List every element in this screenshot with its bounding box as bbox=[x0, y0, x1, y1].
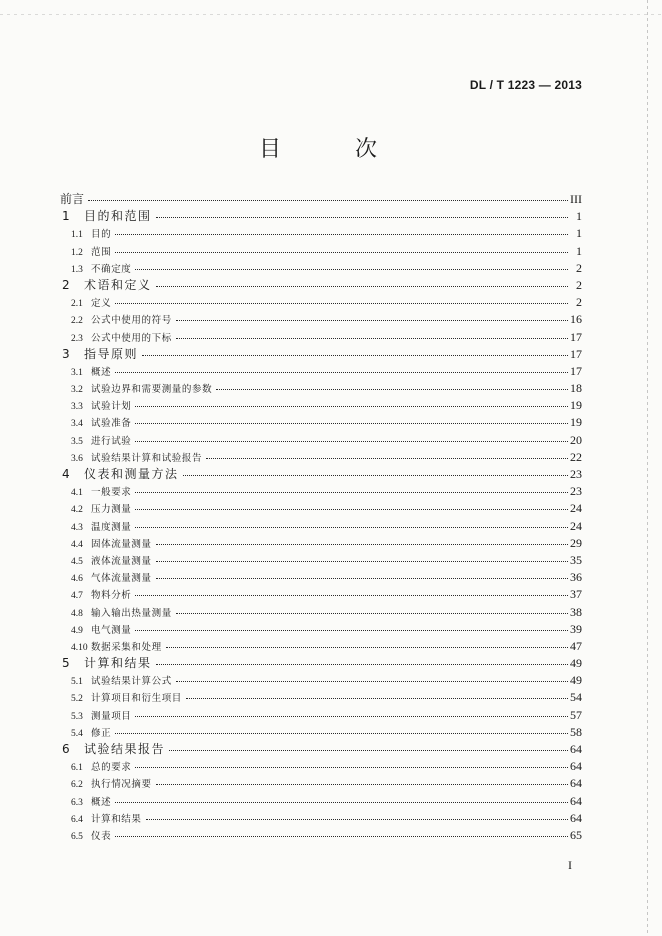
toc-entry-page: 16 bbox=[570, 312, 582, 327]
toc-entry-label: 试验准备 bbox=[91, 418, 132, 430]
toc-entry[interactable] bbox=[60, 586, 582, 603]
toc-entry-label: 仪表 bbox=[91, 830, 112, 842]
toc-entry-number: 4.5 bbox=[71, 556, 83, 567]
dot-leader bbox=[115, 293, 568, 304]
toc-entry-number: 1 bbox=[62, 209, 70, 224]
toc-entry-number: 3.4 bbox=[71, 419, 83, 430]
toc-entry[interactable] bbox=[60, 466, 582, 483]
toc-entry-page: 23 bbox=[570, 484, 582, 499]
toc-entry[interactable] bbox=[60, 191, 582, 208]
dot-leader bbox=[176, 603, 568, 614]
toc-entry-label: 温度测量 bbox=[91, 521, 132, 533]
toc-entry-label: 目的 bbox=[91, 229, 112, 241]
dot-leader bbox=[135, 413, 568, 424]
page-number: I bbox=[568, 858, 572, 872]
toc-entry-page: 57 bbox=[570, 707, 582, 722]
toc-entry-label: 进行试验 bbox=[91, 435, 132, 447]
toc-entry-label: 仪表和测量方法 bbox=[84, 467, 179, 481]
toc-list bbox=[60, 191, 582, 844]
toc-entry[interactable] bbox=[60, 793, 582, 810]
toc-entry-label: 压力测量 bbox=[91, 504, 132, 516]
toc-entry[interactable] bbox=[60, 397, 582, 414]
toc-entry-page: 37 bbox=[570, 587, 582, 602]
toc-entry[interactable] bbox=[60, 827, 582, 844]
dot-leader bbox=[186, 688, 568, 699]
toc-entry[interactable] bbox=[60, 552, 582, 569]
toc-entry-number: 4.3 bbox=[71, 522, 83, 533]
toc-entry[interactable] bbox=[60, 311, 582, 328]
toc-entry[interactable] bbox=[60, 483, 582, 500]
toc-entry-page: 64 bbox=[570, 776, 582, 791]
toc-entry-label: 一般要求 bbox=[91, 487, 132, 499]
toc-entry-number: 6.4 bbox=[71, 814, 83, 825]
dot-leader bbox=[115, 242, 568, 253]
toc-entry-label: 试验边界和需要测量的参数 bbox=[91, 384, 213, 396]
toc-entry-page: 17 bbox=[570, 329, 582, 344]
toc-entry-label: 概述 bbox=[91, 796, 112, 808]
toc-entry[interactable] bbox=[60, 380, 582, 397]
toc-entry-page: 39 bbox=[570, 621, 582, 636]
toc-entry-number: 3.6 bbox=[71, 453, 83, 464]
toc-entry-number: 6.3 bbox=[71, 797, 83, 808]
toc-entry-label: 计算和结果 bbox=[91, 813, 142, 825]
dot-leader bbox=[135, 620, 568, 631]
toc-entry-label: 电气测量 bbox=[91, 624, 132, 636]
toc-entry-page: 65 bbox=[570, 827, 582, 842]
dot-leader bbox=[135, 585, 568, 596]
dot-leader bbox=[115, 826, 568, 837]
toc-entry-label: 目的和范围 bbox=[84, 209, 152, 224]
dot-leader bbox=[156, 568, 568, 579]
dot-leader bbox=[176, 328, 568, 339]
toc-title: 目 次 bbox=[258, 137, 403, 162]
toc-entry-page: 19 bbox=[570, 415, 582, 430]
dot-leader bbox=[135, 482, 568, 493]
dot-leader bbox=[135, 431, 568, 442]
toc-entry-label: 气体流量测量 bbox=[91, 573, 152, 585]
toc-entry-page: 22 bbox=[570, 449, 582, 464]
dot-leader bbox=[176, 671, 568, 682]
toc-entry-page: 49 bbox=[570, 656, 582, 671]
toc-entry-label: 不确定度 bbox=[91, 263, 132, 275]
toc-entry-label: 试验计划 bbox=[91, 401, 132, 413]
toc-entry-label: 范围 bbox=[91, 246, 112, 258]
toc-entry[interactable] bbox=[60, 414, 582, 431]
toc-entry-page: 18 bbox=[570, 381, 582, 396]
toc-entry-number: 4.6 bbox=[71, 574, 83, 585]
dot-leader bbox=[176, 310, 568, 321]
toc-entry-page: 20 bbox=[570, 432, 582, 447]
toc-entry-page: 1 bbox=[576, 209, 582, 224]
toc-entry-label: 试验结果报告 bbox=[84, 742, 166, 756]
toc-entry-number: 5.4 bbox=[71, 728, 83, 739]
toc-entry-page: 17 bbox=[570, 346, 582, 361]
toc-entry-page: 2 bbox=[576, 277, 582, 292]
dot-leader bbox=[206, 448, 568, 459]
toc-entry[interactable] bbox=[60, 294, 582, 311]
toc-entry-label: 液体流量测量 bbox=[91, 555, 152, 567]
toc-entry[interactable] bbox=[60, 500, 582, 517]
toc-entry[interactable] bbox=[60, 518, 582, 535]
toc-entry[interactable] bbox=[60, 449, 582, 466]
dot-leader bbox=[156, 774, 568, 785]
toc-entry[interactable] bbox=[60, 689, 582, 706]
toc-entry-label: 计算项目和衍生项目 bbox=[91, 693, 182, 705]
dot-leader bbox=[183, 465, 568, 476]
toc-entry-number: 4.9 bbox=[71, 625, 83, 636]
toc-entry-page: 47 bbox=[570, 638, 582, 653]
toc-entry-label: 测量项目 bbox=[91, 710, 132, 722]
toc-entry-label: 试验结果计算公式 bbox=[91, 676, 172, 688]
toc-entry-number: 4.4 bbox=[71, 539, 83, 550]
toc-entry-page: 49 bbox=[570, 673, 582, 688]
toc-entry-label: 指导原则 bbox=[84, 346, 139, 361]
toc-entry-number: 3.5 bbox=[71, 436, 83, 447]
toc-entry-label: 修正 bbox=[91, 727, 112, 739]
toc-entry-page: 2 bbox=[576, 260, 582, 275]
document-code: DL / T 1223 — 2013 bbox=[469, 78, 582, 92]
toc-entry[interactable] bbox=[60, 621, 582, 638]
toc-entry-label: 输入输出热量测量 bbox=[91, 607, 172, 619]
toc-entry-label: 概述 bbox=[91, 366, 112, 378]
toc-entry-label: 术语和定义 bbox=[84, 277, 152, 292]
toc-entry[interactable] bbox=[60, 758, 582, 775]
dot-leader bbox=[169, 740, 568, 751]
toc-entry-number: 2.2 bbox=[71, 316, 83, 327]
dot-leader bbox=[135, 396, 568, 407]
toc-entry-number: 3 bbox=[62, 346, 70, 361]
toc-entry[interactable] bbox=[60, 604, 582, 621]
dot-leader bbox=[156, 276, 568, 287]
toc-entry-label: 试验结果计算和试验报告 bbox=[91, 452, 203, 464]
toc-entry-number: 3.2 bbox=[71, 385, 83, 396]
toc-entry-number: 5.1 bbox=[71, 677, 83, 688]
toc-entry-number: 3.1 bbox=[71, 367, 83, 378]
toc-entry[interactable] bbox=[60, 432, 582, 449]
toc-entry-page: 58 bbox=[570, 724, 582, 739]
toc-entry-number: 4.7 bbox=[71, 591, 83, 602]
dot-leader bbox=[156, 551, 568, 562]
dot-leader bbox=[216, 379, 568, 390]
toc-entry-number: 1.1 bbox=[71, 230, 83, 241]
toc-entry[interactable] bbox=[60, 243, 582, 260]
toc-entry[interactable] bbox=[60, 638, 582, 655]
toc-entry-number: 4.8 bbox=[71, 608, 83, 619]
toc-entry-label: 物料分析 bbox=[91, 590, 132, 602]
dot-leader bbox=[115, 723, 568, 734]
dot-leader bbox=[115, 362, 568, 373]
toc-entry-number: 2.1 bbox=[71, 299, 83, 310]
toc-entry-page: 38 bbox=[570, 604, 582, 619]
toc-entry-label: 定义 bbox=[91, 298, 112, 310]
toc-entry[interactable] bbox=[60, 535, 582, 552]
dot-leader bbox=[142, 345, 568, 356]
toc-entry-label: 数据采集和处理 bbox=[91, 641, 162, 653]
toc-entry[interactable] bbox=[60, 775, 582, 792]
toc-entry-page: III bbox=[570, 192, 582, 206]
toc-entry-number: 1.3 bbox=[71, 264, 83, 275]
toc-entry-label: 计算和结果 bbox=[84, 656, 152, 671]
toc-entry-label: 总的要求 bbox=[91, 762, 132, 774]
toc-entry[interactable] bbox=[60, 277, 582, 294]
toc-entry-page: 64 bbox=[570, 742, 582, 756]
toc-entry-page: 24 bbox=[570, 501, 582, 516]
toc-entry-label: 执行情况摘要 bbox=[91, 779, 152, 791]
toc-entry-number: 4.10 bbox=[71, 642, 88, 653]
dot-leader bbox=[88, 190, 568, 201]
toc-entry[interactable] bbox=[60, 655, 582, 672]
scan-edge-top bbox=[0, 14, 662, 15]
toc-entry[interactable] bbox=[60, 672, 582, 689]
toc-entry[interactable] bbox=[60, 329, 582, 346]
toc-entry-number: 4 bbox=[62, 467, 70, 481]
toc-entry-page: 23 bbox=[570, 467, 582, 481]
toc-entry-page: 19 bbox=[570, 398, 582, 413]
dot-leader bbox=[166, 637, 568, 648]
toc-entry-page: 36 bbox=[570, 570, 582, 585]
dot-leader bbox=[146, 809, 568, 820]
toc-entry-label: 前言 bbox=[60, 192, 85, 206]
dot-leader bbox=[135, 706, 568, 717]
toc-entry-number: 5 bbox=[62, 656, 70, 671]
toc-entry-number: 3.3 bbox=[71, 402, 83, 413]
dot-leader bbox=[115, 792, 568, 803]
toc-entry-number: 6.1 bbox=[71, 763, 83, 774]
dot-leader bbox=[135, 499, 568, 510]
dot-leader bbox=[156, 207, 568, 218]
toc-entry-page: 2 bbox=[576, 295, 582, 310]
toc-entry-page: 1 bbox=[576, 243, 582, 258]
toc-entry-label: 公式中使用的符号 bbox=[91, 315, 172, 327]
toc-entry[interactable] bbox=[60, 363, 582, 380]
toc-entry-number: 4.1 bbox=[71, 488, 83, 499]
toc-entry-number: 6.2 bbox=[71, 780, 83, 791]
toc-entry[interactable] bbox=[60, 569, 582, 586]
toc-entry-label: 公式中使用的下标 bbox=[91, 332, 172, 344]
dot-leader bbox=[135, 757, 568, 768]
toc-entry[interactable] bbox=[60, 225, 582, 242]
dot-leader bbox=[135, 259, 568, 270]
dot-leader bbox=[135, 517, 568, 528]
toc-entry[interactable] bbox=[60, 724, 582, 741]
toc-entry-page: 17 bbox=[570, 363, 582, 378]
toc-entry-number: 2 bbox=[62, 277, 70, 292]
toc-entry-number: 2.3 bbox=[71, 333, 83, 344]
toc-entry-page: 64 bbox=[570, 810, 582, 825]
toc-entry-page: 24 bbox=[570, 518, 582, 533]
toc-entry[interactable] bbox=[60, 260, 582, 277]
toc-entry-number: 6.5 bbox=[71, 831, 83, 842]
toc-entry-page: 1 bbox=[576, 226, 582, 241]
toc-entry-page: 35 bbox=[570, 552, 582, 567]
toc-entry-page: 54 bbox=[570, 690, 582, 705]
toc-entry-page: 64 bbox=[570, 759, 582, 774]
toc-entry-page: 64 bbox=[570, 793, 582, 808]
toc-entry-page: 29 bbox=[570, 535, 582, 550]
toc-entry-number: 5.3 bbox=[71, 711, 83, 722]
dot-leader bbox=[156, 654, 568, 665]
dot-leader bbox=[115, 224, 568, 235]
toc-entry[interactable] bbox=[60, 707, 582, 724]
toc-entry-number: 6 bbox=[62, 742, 70, 756]
toc-entry[interactable] bbox=[60, 741, 582, 758]
toc-entry[interactable] bbox=[60, 208, 582, 225]
toc-entry-number: 5.2 bbox=[71, 694, 83, 705]
toc-entry[interactable] bbox=[60, 346, 582, 363]
toc-entry-number: 4.2 bbox=[71, 505, 83, 516]
dot-leader bbox=[156, 534, 568, 545]
toc-entry[interactable] bbox=[60, 810, 582, 827]
toc-entry-label: 固体流量测量 bbox=[91, 538, 152, 550]
toc-entry-number: 1.2 bbox=[71, 247, 83, 258]
